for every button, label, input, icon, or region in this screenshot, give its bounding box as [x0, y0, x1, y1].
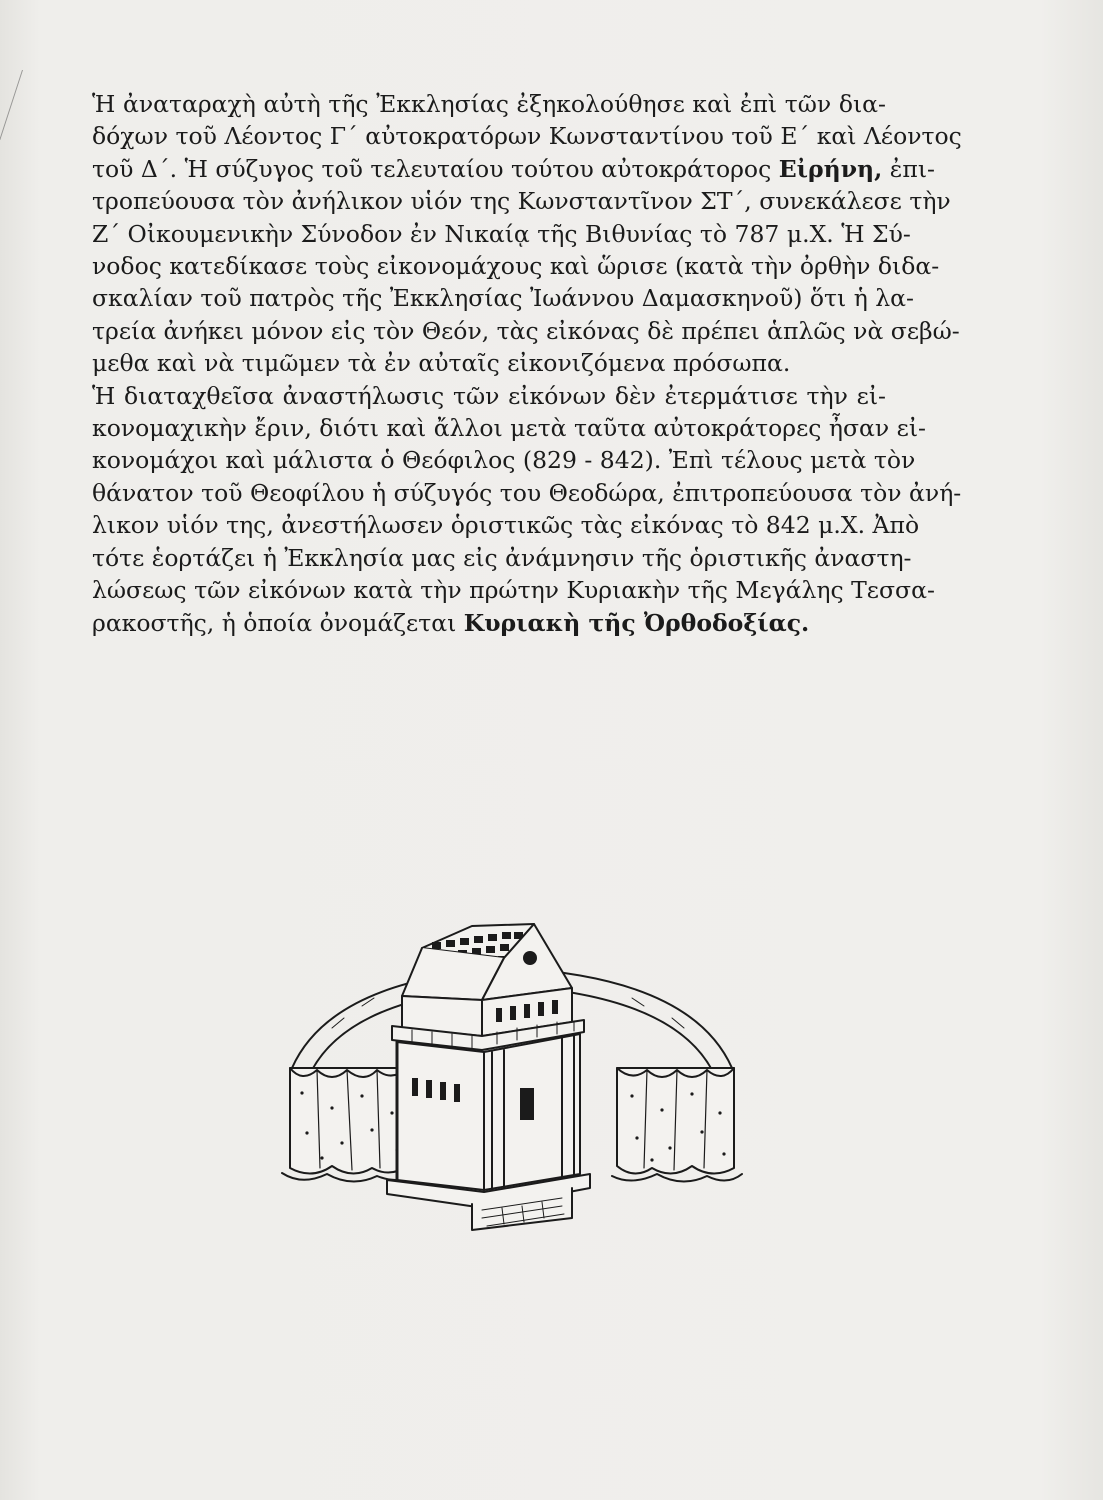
text-segment: Ἡ ἀναταραχὴ αὐτὴ τῆς Ἐκκλησίας ἐξηκολούθησε καὶ ἐπὶ τῶν δια-	[92, 90, 886, 118]
text-line	[92, 153, 935, 185]
text-segment: λώσεως τῶν εἰκόνων κατὰ τὴν πρώτην Κυριακὴν τῆς Μεγάλης Τεσσα-	[92, 576, 935, 605]
paragraph	[92, 88, 962, 380]
text-segment: τροπεύουσα τὸν ἀνήλικον υἱόν της Κωνσταντῖνον ΣΤ΄, συνεκάλεσε τὴν	[92, 187, 951, 216]
text-line	[92, 574, 935, 606]
text-segment: σκαλίαν τοῦ πατρὸς τῆς Ἐκκλησίας Ἰωάννου Δαμασκηνοῦ) ὅτι ἡ λα-	[92, 284, 914, 313]
page-edge-mark	[0, 70, 23, 140]
text-line	[92, 412, 926, 444]
text-segment: λικον υἱόν της, ἀνεστήλωσεν ὁριστικῶς τὰς εἰκόνας τὸ 842 μ.Χ. Ἀπὸ	[92, 511, 920, 540]
text-segment: κονομάχοι καὶ μάλιστα ὁ Θεόφιλος (829 - 842). Ἐπὶ τέλους μετὰ τὸν	[92, 446, 916, 475]
text-line	[92, 250, 940, 282]
bold-term: Εἰρήνη,	[778, 154, 883, 183]
text-line	[92, 218, 911, 250]
church-building-vignette	[272, 918, 752, 1238]
text-segment: τότε ἑορτάζει ἡ Ἐκκλησία μας εἰς ἀνάμνησιν τῆς ὁριστικῆς ἀναστη-	[92, 543, 912, 572]
text-line	[92, 282, 914, 314]
text-line	[92, 444, 916, 476]
text-segment: Ζ΄ Οἰκουμενικὴν Σύνοδον ἐν Νικαίᾳ τῆς Βιθυνίας τὸ 787 μ.Χ. Ἡ Σύ-	[92, 219, 911, 248]
text-line	[92, 509, 920, 541]
text-line	[92, 315, 960, 347]
text-line	[92, 477, 962, 509]
text-segment: δόχων τοῦ Λέοντος Γ΄ αὐτοκρατόρων Κωνσταντίνου τοῦ Ε΄ καὶ Λέοντος	[92, 122, 962, 151]
text-line	[92, 185, 951, 217]
text-segment: τοῦ Δ΄. Ἡ σύζυγος τοῦ τελευταίου τούτου αὐτοκράτορος	[92, 154, 779, 183]
text-line	[92, 380, 886, 412]
text-line	[92, 542, 912, 574]
text-line	[92, 88, 886, 120]
text-segment: Ἡ διαταχθεῖσα ἀναστήλωσις τῶν εἰκόνων δὲν ἐτερμάτισε τὴν εἰ-	[92, 381, 886, 410]
text-segment: κονομαχικὴν ἔριν, διότι καὶ ἄλλοι μετὰ ταῦτα αὐτοκράτορες ἦσαν εἰ-	[92, 414, 926, 443]
text-segment: νοδος κατεδίκασε τοὺς εἰκονομάχους καὶ ὥρισε (κατὰ τὴν ὀρθὴν διδα-	[92, 252, 940, 281]
bold-term: Κυριακὴ τῆς Ὀρθοδοξίας.	[463, 608, 810, 637]
text-segment: μεθα καὶ νὰ τιμῶμεν τὰ ἐν αὐταῖς εἰκονιζόμενα πρόσωπα.	[92, 349, 791, 378]
text-segment: θάνατον τοῦ Θεοφίλου ἡ σύζυγός του Θεοδώρα, ἐπιτροπεύουσα τὸν ἀνή-	[92, 478, 962, 507]
body-text	[92, 88, 962, 639]
text-segment: τρεία ἀνήκει μόνον εἰς τὸν Θεόν, τὰς εἰκόνας δὲ πρέπει ἁπλῶς νὰ σεβώ-	[92, 316, 960, 345]
text-line	[92, 120, 962, 152]
text-line	[92, 607, 886, 639]
text-segment: ρακοστῆς, ἡ ὁποία ὀνομάζεται	[92, 608, 464, 637]
paragraph	[92, 380, 962, 639]
text-line	[92, 347, 886, 379]
text-segment: ἐπι-	[882, 154, 935, 183]
